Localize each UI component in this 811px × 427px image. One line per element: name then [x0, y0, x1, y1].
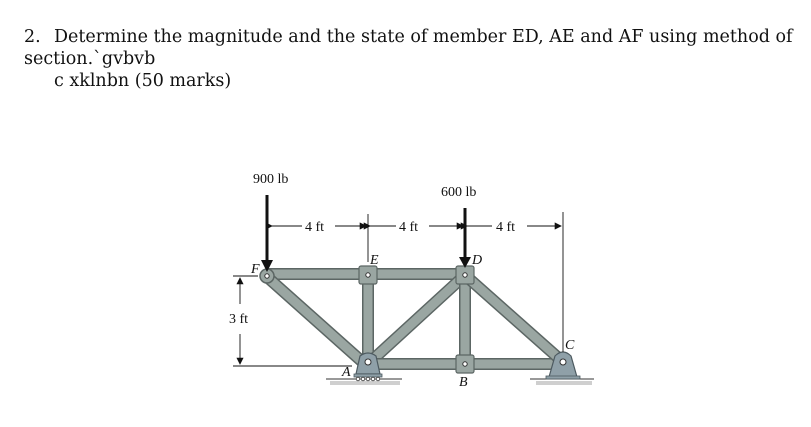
joint-label-C: C [565, 338, 575, 353]
question-number: 2. [24, 27, 41, 47]
load-label-F: 900 lb [253, 172, 289, 187]
member-AD [369, 276, 464, 363]
ground-at-C [530, 379, 594, 385]
joint-label-D: D [472, 253, 483, 268]
dim-label-ED: 4 ft [399, 220, 419, 235]
joint-label-A: A [342, 365, 351, 380]
member-FA [266, 276, 367, 366]
member-DC [466, 276, 563, 362]
joint-label-F: F [251, 262, 260, 277]
joint-label-B: B [459, 375, 468, 390]
question-line-2: c xklnbn (50 marks) [54, 71, 232, 91]
dim-label-DC: 4 ft [496, 220, 516, 235]
truss-members [266, 274, 563, 366]
load-arrow-F [261, 195, 273, 272]
vertical-dimension [233, 276, 352, 366]
load-arrow-D [459, 208, 471, 268]
question-line-1: Determine the magnitude and the state of member ED, AE and AF using method of section.`gvbvb [24, 27, 793, 69]
joint-label-E: E [370, 253, 379, 268]
dim-label-height: 3 ft [229, 312, 249, 327]
load-label-D: 600 lb [441, 185, 477, 200]
dim-label-FE: 4 ft [305, 220, 325, 235]
